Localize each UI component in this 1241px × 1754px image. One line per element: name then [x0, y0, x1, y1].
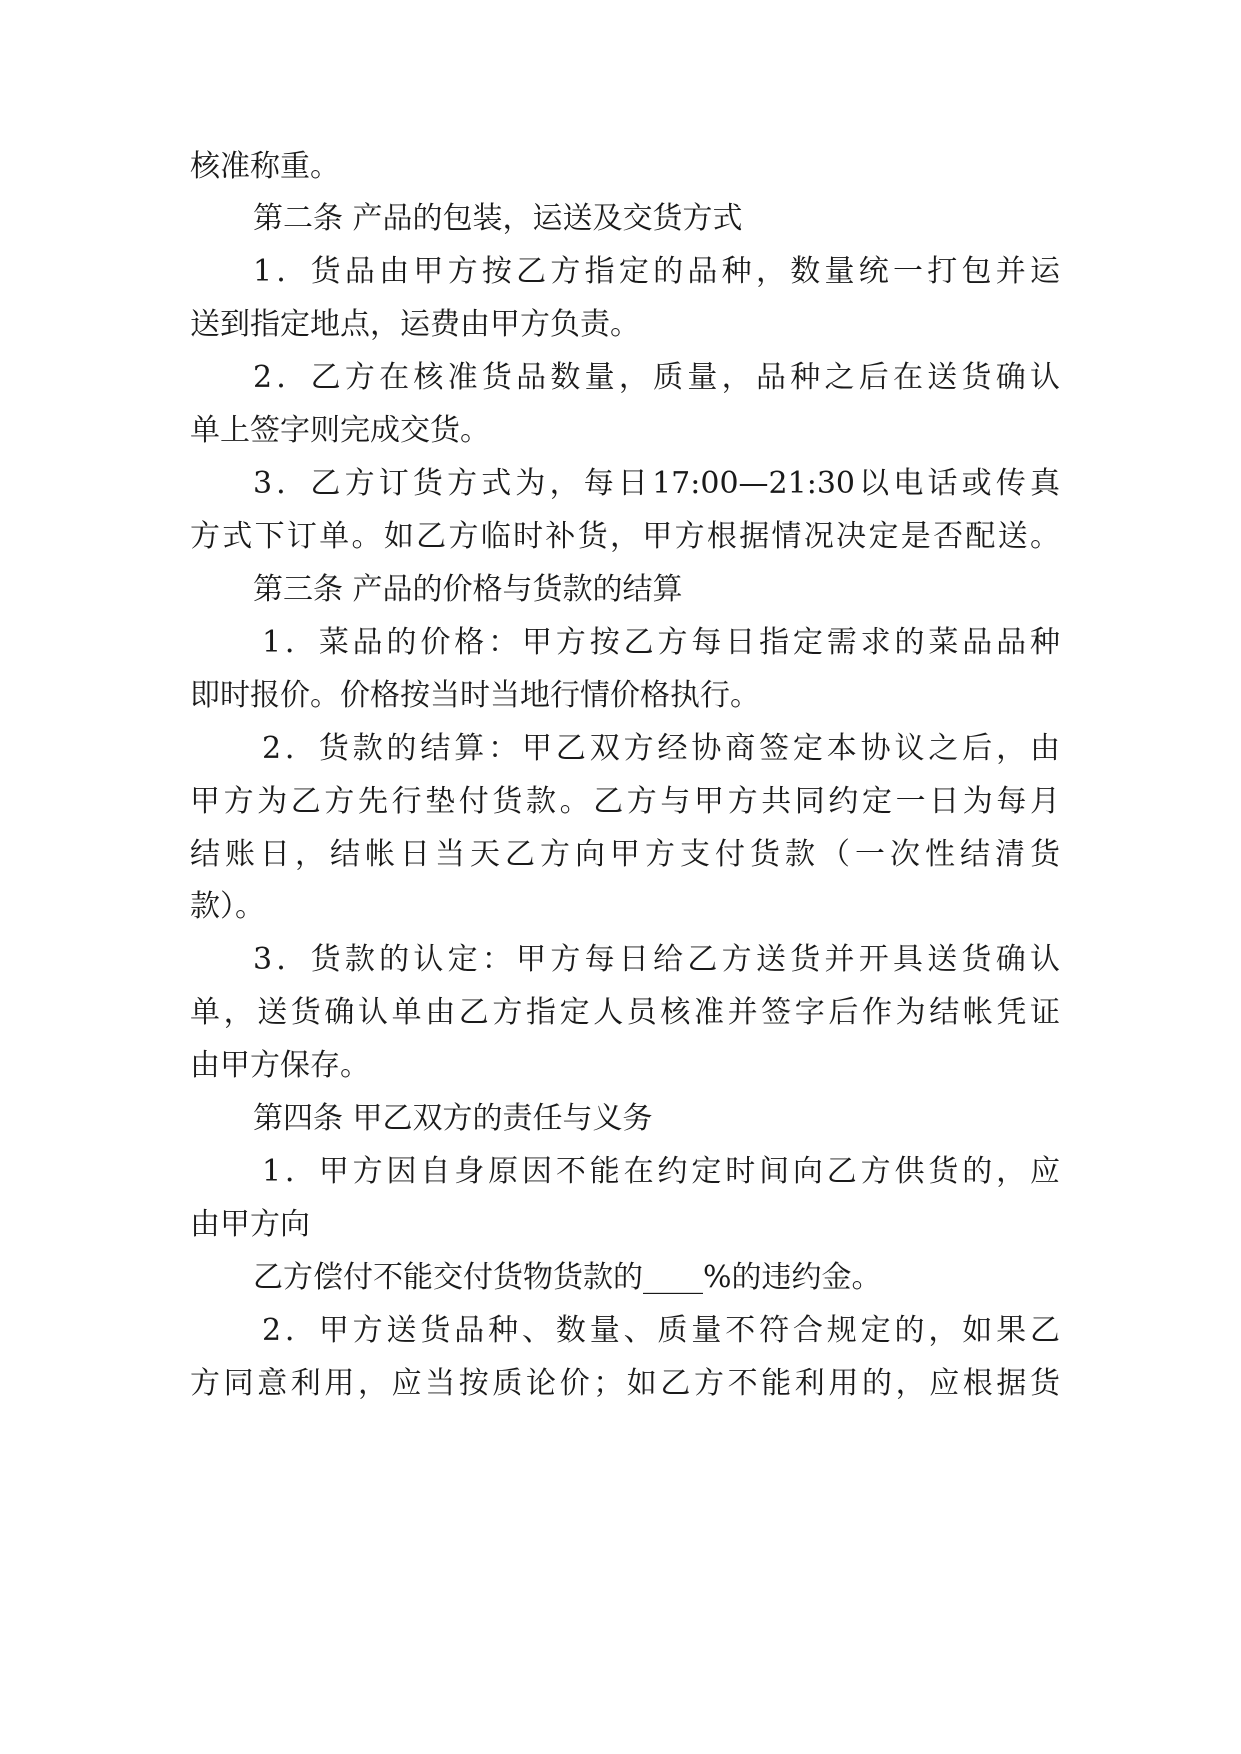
- text-line: 2．甲方送货品种、数量、质量不符合规定的，如果乙: [262, 1313, 1060, 1348]
- text-line: 1．货品由甲方按乙方指定的品种，数量统一打包并运: [253, 254, 1060, 289]
- text-line: 送到指定地点，运费由甲方负责。: [190, 307, 640, 342]
- text-line: 款）。: [190, 889, 265, 924]
- text-line: 3．货款的认定：甲方每日给乙方送货并开具送货确认: [253, 942, 1060, 977]
- text-line: 1．菜品的价格：甲方按乙方每日指定需求的菜品品种: [262, 625, 1060, 660]
- text-line: 方式下订单。如乙方临时补货，甲方根据情况决定是否配送。: [190, 519, 1060, 554]
- section-heading: 第三条 产品的价格与货款的结算: [253, 572, 683, 607]
- text-line: 2．货款的结算：甲乙双方经协商签定本协议之后，由: [262, 731, 1060, 766]
- text-line: 单上签字则完成交货。: [190, 413, 490, 448]
- text-line: 3．乙方订货方式为，每日17:00—21:30以电话或传真: [253, 466, 1060, 501]
- text-line: 由甲方向: [190, 1207, 310, 1242]
- text-line: 甲方为乙方先行垫付货款。乙方与甲方共同约定一日为每月: [190, 784, 1060, 819]
- text-line: 乙方偿付不能交付货物货款的____%的违约金。: [253, 1260, 882, 1295]
- text-line: 结账日，结帐日当天乙方向甲方支付货款（一次性结清货: [190, 837, 1060, 872]
- section-heading: 第四条 甲乙双方的责任与义务: [253, 1101, 653, 1136]
- text-line: 1．甲方因自身原因不能在约定时间向乙方供货的，应: [262, 1154, 1060, 1189]
- text-line: 核准称重。: [190, 149, 340, 184]
- text-line: 单，送货确认单由乙方指定人员核准并签字后作为结帐凭证: [190, 995, 1060, 1030]
- section-heading: 第二条 产品的包装，运送及交货方式: [253, 201, 743, 236]
- text-line: 由甲方保存。: [190, 1048, 370, 1083]
- text-line: 方同意利用，应当按质论价；如乙方不能利用的，应根据货: [190, 1366, 1060, 1401]
- text-line: 即时报价。价格按当时当地行情价格执行。: [190, 678, 760, 713]
- text-line: 2．乙方在核准货品数量，质量，品种之后在送货确认: [253, 360, 1060, 395]
